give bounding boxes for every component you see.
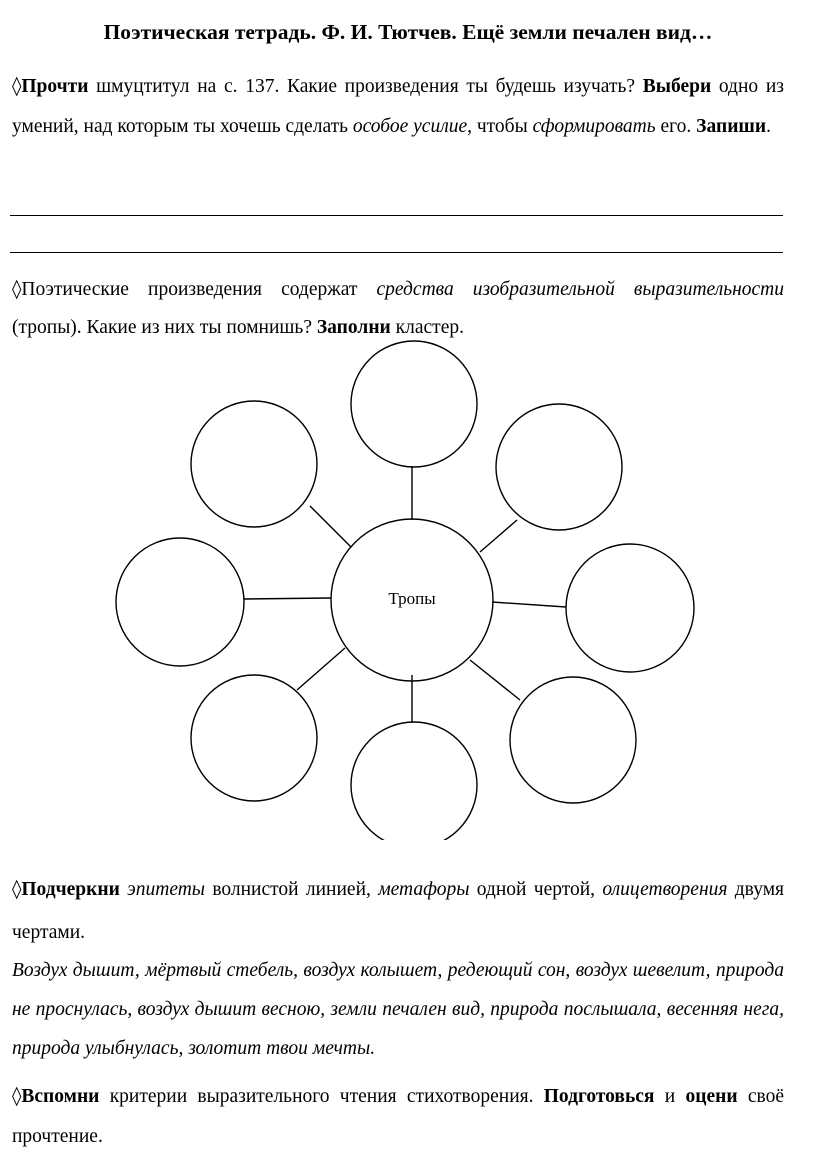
task1-text-5: . bbox=[766, 116, 772, 137]
task3-verb-underline: Подчеркни bbox=[21, 879, 120, 900]
task4-verb-prepare: Подготовься bbox=[543, 1086, 655, 1107]
connector-bottom-left bbox=[297, 648, 345, 690]
task1-emphasis-form: сформировать bbox=[532, 116, 656, 137]
task3-epithets: эпитеты bbox=[127, 879, 206, 900]
diamond-bullet-icon: ◊ bbox=[12, 278, 22, 300]
task4-text-1: критерии выразительного чтения стихотворения. bbox=[99, 1086, 544, 1107]
task1-verb-choose: Выбери bbox=[642, 76, 712, 97]
trope-blank-circle-top-left[interactable] bbox=[191, 401, 317, 527]
task2-emphasis-means: средства изобразительной выразительности bbox=[376, 279, 784, 300]
connector-top-right bbox=[480, 520, 517, 552]
task-read-choose bbox=[12, 66, 784, 147]
trope-blank-circle-bottom-left[interactable] bbox=[191, 675, 317, 801]
connector-right bbox=[492, 602, 566, 607]
task3-personifications: олицетворения bbox=[602, 879, 728, 900]
trope-center-label: Тропы bbox=[388, 589, 436, 608]
diamond-bullet-icon: ◊ bbox=[12, 1085, 22, 1107]
task1-text-3: , чтобы bbox=[467, 116, 533, 137]
task3-text-4: двумя чертами. bbox=[12, 879, 785, 943]
connector-top-left bbox=[310, 506, 351, 547]
task4-verb-recall: Вспомни bbox=[21, 1086, 100, 1107]
connector-left bbox=[244, 598, 331, 599]
example-phrases[interactable]: Воздух дышит, мёртвый стебель, воздух колышет, редеющий сон, воздух шевелит, природа не проснулась, воздух дышит весною, земли печален вид, природа послышала, весенняя нега, природа улыбнулась, золотит твои мечты. bbox=[12, 960, 784, 1059]
page-title: Поэтическая тетрадь. Ф. И. Тютчев. Ещё земли печален вид… bbox=[103, 20, 713, 44]
task4-text-2: и bbox=[654, 1086, 686, 1107]
task4-verb-evaluate: оцени bbox=[685, 1086, 738, 1107]
task2-text-2: (тропы). Какие из них ты помнишь? bbox=[12, 317, 317, 338]
trope-blank-circle-bottom-right[interactable] bbox=[510, 677, 636, 803]
task-underline bbox=[12, 868, 784, 954]
connector-bottom-right bbox=[470, 660, 520, 700]
task3-text-3: одной чертой, bbox=[469, 879, 603, 900]
diamond-bullet-icon: ◊ bbox=[12, 878, 22, 900]
task2-verb-fill: Заполни bbox=[316, 317, 391, 338]
task3-text-2: волнистой линией, bbox=[205, 879, 379, 900]
task2-text-1: Поэтические произведения содержат bbox=[21, 279, 377, 300]
trope-blank-circle-bottom[interactable] bbox=[351, 722, 477, 840]
task1-text-2: одно из умений, над которым ты хочешь сделать bbox=[12, 76, 784, 137]
task1-text-1: шмуцтитул на с. 137. Какие произведения ты будешь изучать? bbox=[88, 76, 643, 97]
task3-metaphors: метафоры bbox=[378, 879, 470, 900]
task1-emphasis-effort: особое усилие bbox=[352, 116, 468, 137]
diamond-bullet-icon: ◊ bbox=[12, 75, 22, 97]
trope-blank-circle-left[interactable] bbox=[116, 538, 244, 666]
task-tropes-cluster bbox=[12, 270, 784, 347]
task1-verb-read: Прочти bbox=[21, 76, 89, 97]
trope-blank-circle-top[interactable] bbox=[351, 341, 477, 467]
task-expressive-reading bbox=[12, 1076, 784, 1157]
task2-text-3: кластер. bbox=[390, 317, 464, 338]
answer-line-2[interactable] bbox=[10, 252, 783, 253]
trope-blank-circle-top-right[interactable] bbox=[496, 404, 622, 530]
answer-line-1[interactable] bbox=[10, 215, 783, 216]
task4-text-3: своё прочтение. bbox=[12, 1086, 785, 1147]
trope-blank-circle-right[interactable] bbox=[566, 544, 694, 672]
tropes-cluster-diagram bbox=[0, 340, 816, 840]
task1-verb-write: Запиши bbox=[696, 116, 767, 137]
task1-text-4: его. bbox=[655, 116, 697, 137]
